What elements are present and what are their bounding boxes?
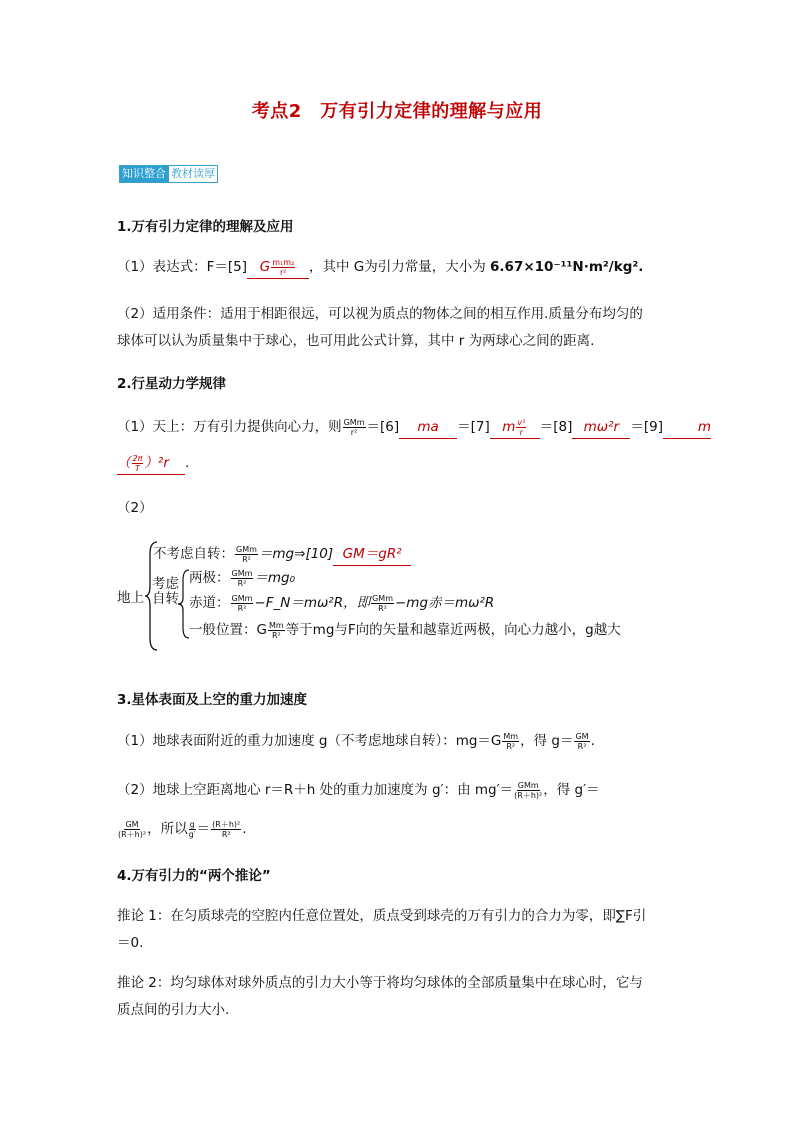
pole-eq: ＝mg₀ [254, 570, 296, 586]
pole-den: R² [237, 578, 247, 588]
ans5-num: m₁m₂ [272, 257, 295, 267]
heading-s2: 2.行星动力学规律 [117, 376, 227, 392]
s3-period-2: . [242, 821, 247, 837]
s3-rh2-a: (R＋h)² [514, 790, 543, 800]
s3-rh2-b: (R＋h)² [118, 829, 147, 839]
equator-frac-2 [371, 594, 394, 613]
general-frac [268, 621, 285, 640]
s2-eq7: ＝[7] [457, 419, 490, 435]
ans9-num: 2π [132, 453, 143, 463]
answer-7 [490, 416, 540, 439]
s2-p2-label: （2） [117, 500, 153, 516]
equator-num-1: GMm [231, 593, 253, 603]
general-den: R² [271, 630, 281, 640]
ans5-frac [271, 258, 295, 277]
s4-c1-line2: ＝0. [117, 935, 144, 951]
s1-expression [117, 256, 643, 279]
s3-frac-rh-r2 [211, 820, 241, 839]
s2-eq6: ＝[6] [366, 419, 400, 435]
s3-mm: Mm [503, 731, 519, 741]
s1-p2-line2: 球体可以认为质量集中于球心，也可用此公式计算，其中 r 为两球心之间的距离. [117, 333, 595, 349]
row-general [189, 619, 621, 641]
s4-c2-line1: 推论 2：均匀球体对球外质点的引力大小等于将均匀球体的全部质量集中在球心时，它与 [117, 975, 643, 991]
s3-g: g [189, 819, 195, 829]
ans9-den: T [135, 463, 140, 473]
pole-num: GMm [231, 568, 253, 578]
s3-r2-c: R² [221, 829, 231, 839]
s3-gm: GM [575, 731, 589, 741]
s1-p1-tail: ，其中 G为引力常量，大小为 [308, 259, 491, 275]
page-title: 考点2 万有引力定律的理解与应用 [251, 101, 543, 122]
ans7-frac [516, 418, 526, 437]
s3-p2-line1 [117, 779, 600, 801]
answer-6: ma [399, 416, 457, 439]
answer-5 [247, 256, 309, 279]
equator-label: 赤道： [189, 595, 230, 611]
s4-c2-line2: 质点间的引力大小. [117, 1002, 230, 1018]
s3-gp: g′ [188, 829, 196, 839]
no-rot-frac [235, 545, 258, 564]
s2-p1-line1 [117, 416, 711, 439]
s2-r2: r² [350, 427, 358, 437]
s3-p2-lead: （2）地球上空距离地心 r＝R＋h 处的重力加速度为 g′：由 mg′＝ [117, 782, 514, 798]
answer-8: mω²r [572, 416, 630, 439]
general-label: 一般位置：G [189, 622, 267, 638]
section-badge [119, 165, 218, 183]
row-no-rotation [153, 543, 411, 566]
pole-frac [231, 569, 254, 588]
s2-gmm: GMm [343, 417, 365, 427]
s2-eq9: ＝[9] [630, 419, 663, 435]
rotate-text: 自转 [152, 591, 179, 607]
s1-p1-lead: （1）表达式： [117, 259, 207, 275]
equator-eq2: −mg赤＝mω²R [395, 595, 495, 611]
answer-9-part1: m [663, 416, 711, 439]
s3-p1-lead: （1）地球表面附近的重力加速度 g（不考虑地球自转）：mg＝G [117, 733, 502, 749]
no-rot-eq: ＝mg⇒[10] [258, 546, 334, 562]
s3-gm-2: GM [125, 819, 139, 829]
heading-s4: 4.万有引力的“两个推论” [117, 868, 271, 884]
s3-period-1: . [590, 733, 595, 749]
general-tail: 等于mg与F向的矢量和越靠近两极，向心力越小，g越大 [285, 622, 621, 638]
consider-rotation-label [152, 577, 179, 607]
s3-p2-l2-mid: ，所以 [147, 821, 188, 837]
badge-left: 知识整合 [122, 167, 166, 180]
s3-r2-a: R² [506, 741, 516, 751]
no-rot-num: GMm [236, 544, 257, 554]
answer-10: GM＝gR² [333, 543, 411, 566]
equator-eq: −F_N＝mω²R，即 [254, 595, 371, 611]
ans5-g: G [259, 259, 271, 275]
row-pole [189, 567, 295, 589]
heading-s3: 3.星体表面及上空的重力加速度 [117, 692, 308, 708]
ans7-den: r [519, 427, 523, 437]
s3-rh2-c: (R＋h)² [212, 819, 241, 829]
s2-period: . [185, 455, 190, 471]
badge-right: 教材读厚 [168, 166, 217, 182]
label-earth: 地上 [117, 590, 144, 606]
s1-p2-line1: （2）适用条件：适用于相距很远，可以视为质点的物体之间的相互作用.质量分布均匀的 [117, 306, 643, 322]
s3-p2-mid: ，得 g′＝ [543, 782, 600, 798]
s1-p1-f: F＝[5] [206, 259, 247, 275]
general-num: Mm [268, 620, 284, 630]
equator-num-2: GMm [372, 593, 393, 603]
s3-p1-mid: ，得 g＝ [520, 733, 574, 749]
equator-den-1: R² [237, 603, 247, 613]
s3-frac-gm [574, 732, 589, 751]
s3-eq: ＝ [196, 821, 211, 837]
ans9-open: （ [117, 455, 131, 471]
ans5-den: r² [279, 267, 287, 277]
no-rot-den: R² [242, 554, 251, 564]
s3-r2-b: R² [577, 741, 587, 751]
ans7-m: m [502, 419, 516, 435]
s2-p1-lead: （1）天上：万有引力提供向心力，则 [117, 419, 342, 435]
s2-p1-line2 [117, 452, 189, 475]
s2-frac-gmm-r2 [343, 418, 366, 437]
s3-frac-g-gp [189, 820, 196, 839]
s1-g-value: 6.67×10⁻¹¹N·m²/kg². [490, 259, 644, 275]
s4-c1-line1: 推论 1：在匀质球壳的空腔内任意位置处，质点受到球壳的万有引力的合力为零，即∑F引 [117, 908, 647, 924]
ans9-tail: ）²r [144, 455, 169, 471]
ans9-frac [132, 454, 144, 473]
s3-gmm: GMm [517, 780, 539, 790]
s2-eq8: ＝[8] [539, 419, 573, 435]
ans7-num: v² [517, 417, 526, 427]
no-rot-label: 不考虑自转： [153, 546, 234, 562]
s3-frac-mm [502, 732, 519, 751]
consider-text: 考虑 [152, 576, 179, 592]
s3-p1 [117, 730, 595, 752]
equator-frac-1 [231, 594, 254, 613]
s3-p2-line2 [117, 818, 247, 840]
answer-9-part2 [117, 452, 185, 475]
s3-frac-gm-rh [118, 820, 146, 839]
pole-label: 两极： [189, 570, 230, 586]
row-equator [189, 592, 494, 614]
s3-frac-gmm-rh [514, 781, 542, 800]
equator-den-2: R² [378, 603, 387, 613]
heading-s1: 1.万有引力定律的理解及应用 [117, 219, 294, 235]
